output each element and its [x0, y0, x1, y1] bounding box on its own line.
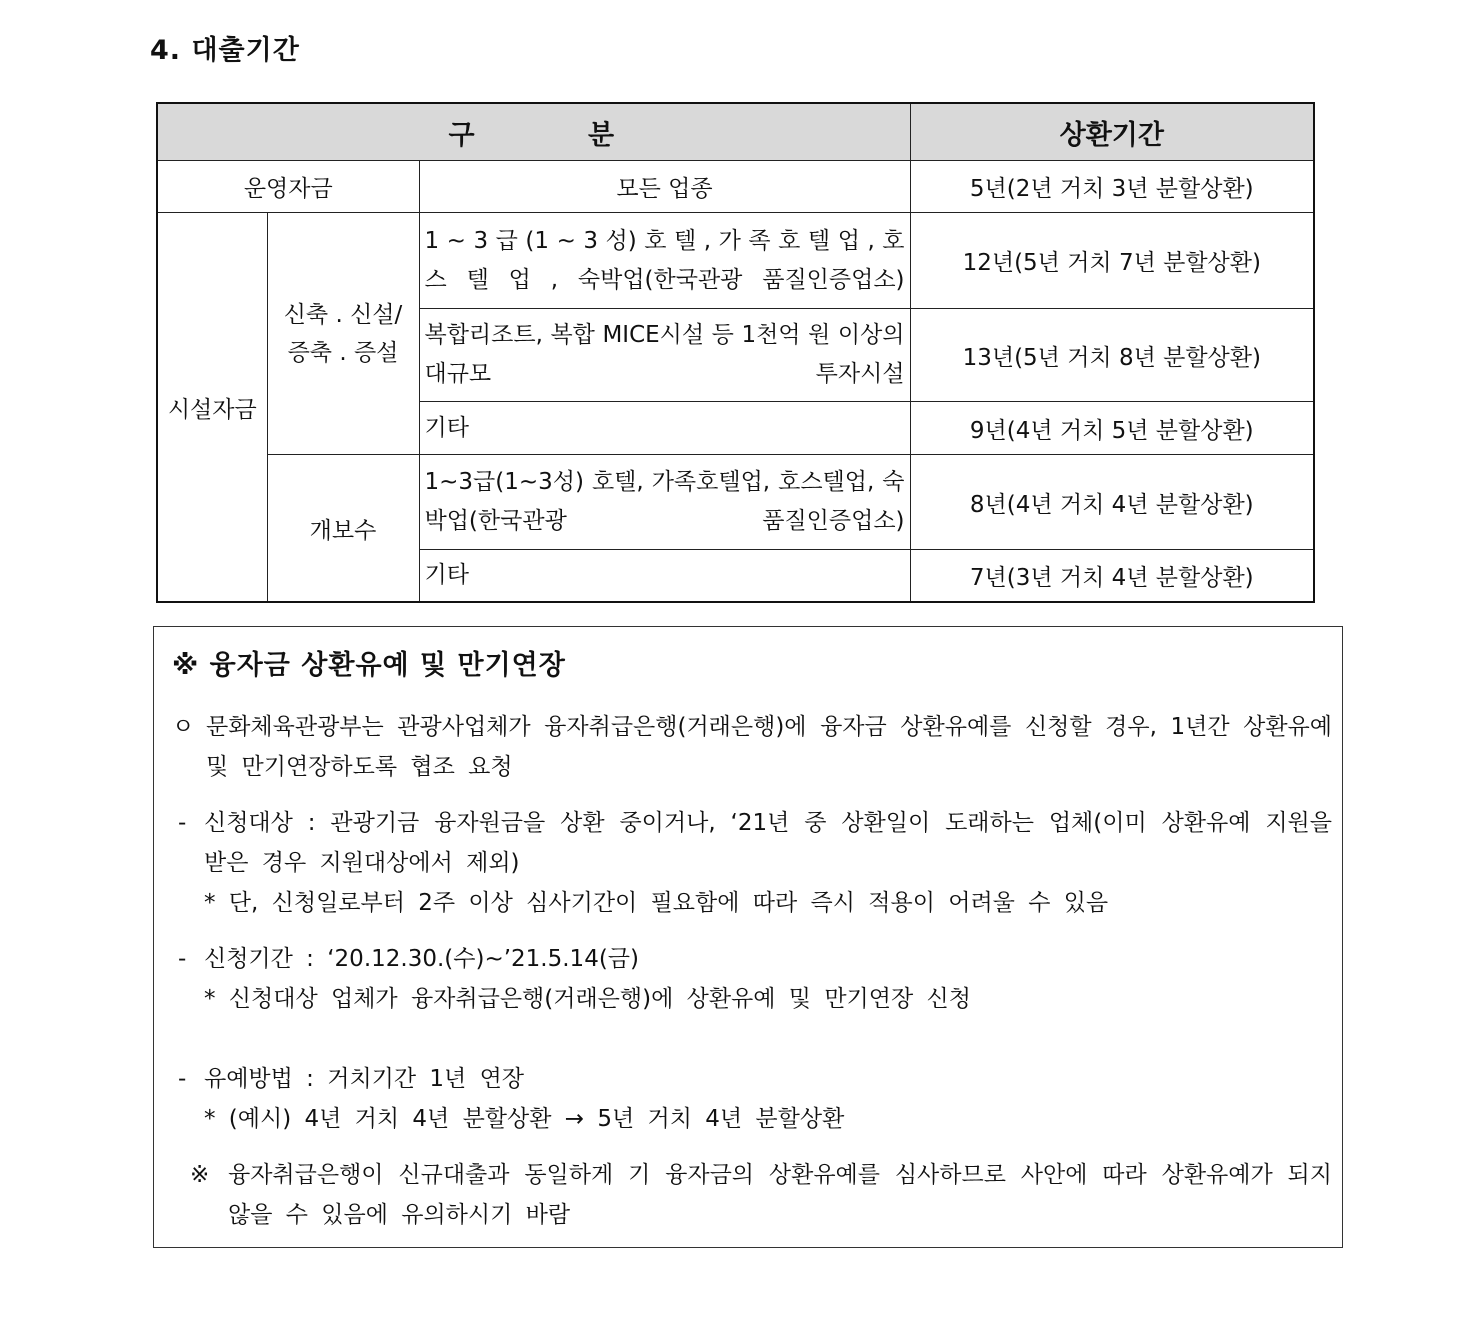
dash-mark: -	[178, 1066, 187, 1092]
industry-cell: 기타	[419, 550, 910, 603]
notice-bullet	[172, 707, 1332, 787]
target-note: * 단, 신청일로부터 2주 이상 심사기간이 필요함에 따라 즉시 적용이 어려울 수 있음	[204, 890, 1109, 916]
section-title: 4. 대출기간	[150, 35, 300, 66]
notice-title: ※ 융자금 상환유예 및 만기연장	[172, 650, 566, 681]
operating-fund-label: 운영자금	[157, 161, 419, 213]
header-category: 구 분	[157, 103, 910, 161]
target-item	[178, 803, 1332, 923]
industry-text: 복합리조트, 복합 MICE시설 등 1천억 원 이상의 대규모 투자시설	[424, 322, 905, 387]
period-cell: 13년(5년 거치 8년 분할상환)	[910, 309, 1314, 402]
period-cell: 12년(5년 거치 7년 분할상환)	[910, 213, 1314, 309]
method-text: 유예방법 : 거치기간 1년 연장	[204, 1066, 525, 1092]
industry-cell: 모든 업종	[419, 161, 910, 213]
period-item	[178, 939, 1332, 1019]
table-row	[157, 213, 1314, 309]
method-item	[178, 1059, 1332, 1139]
industry-cell	[419, 455, 910, 550]
loan-period-table	[156, 102, 1315, 603]
industry-cell	[419, 309, 910, 402]
notice-box	[153, 626, 1343, 1248]
industry-cell: 기타	[419, 402, 910, 455]
period-text: 신청기간 : ‘20.12.30.(수)~’21.5.14(금)	[204, 946, 639, 972]
table-row	[157, 455, 1314, 550]
period-note: * 신청대상 업체가 융자취급은행(거래은행)에 상환유예 및 만기연장 신청	[204, 986, 971, 1012]
caution-text: 융자취급은행이 신규대출과 동일하게 기 융자금의 상환유예를 심사하므로 사안에 따라 상환유예가 되지 않을 수 있음에 유의하시기 바람	[228, 1162, 1332, 1228]
bullet-mark: ㅇ	[172, 714, 195, 740]
industry-text: 1 ~ 3 급 (1 ~ 3 성) 호 텔 , 가 족 호 텔 업 , 호 스 텔 업 , 숙박업(한국관광 품질인증업소)	[424, 227, 905, 293]
renovation-label: 개보수	[267, 455, 419, 603]
period-cell: 5년(2년 거치 3년 분할상환)	[910, 161, 1314, 213]
table-row	[157, 161, 1314, 213]
method-note: * (예시) 4년 거치 4년 분할상환 → 5년 거치 4년 분할상환	[204, 1106, 845, 1132]
period-cell: 9년(4년 거치 5년 분할상환)	[910, 402, 1314, 455]
reference-mark: ※	[190, 1162, 210, 1188]
period-cell: 8년(4년 거치 4년 분할상환)	[910, 455, 1314, 550]
industry-text: 1~3급(1~3성) 호텔, 가족호텔업, 호스텔업, 숙박업(한국관광 품질인증업소)	[424, 469, 905, 534]
dash-mark: -	[178, 946, 187, 972]
period-cell: 7년(3년 거치 4년 분할상환)	[910, 550, 1314, 603]
industry-cell	[419, 213, 910, 309]
new-build-label: 신축 . 신설/ 증축 . 증설	[267, 213, 419, 455]
bullet-text: 문화체육관광부는 관광사업체가 융자취급은행(거래은행)에 융자금 상환유예를 신청할 경우, 1년간 상환유예 및 만기연장하도록 협조 요청	[206, 714, 1332, 780]
dash-mark: -	[178, 810, 187, 836]
caution-item	[190, 1155, 1332, 1235]
header-period: 상환기간	[910, 103, 1314, 161]
facility-fund-label: 시설자금	[157, 213, 267, 603]
target-text: 신청대상 : 관광기금 융자원금을 상환 중이거나, ‘21년 중 상환일이 도래하는 업체(이미 상환유예 지원을 받은 경우 지원대상에서 제외)	[204, 810, 1332, 876]
